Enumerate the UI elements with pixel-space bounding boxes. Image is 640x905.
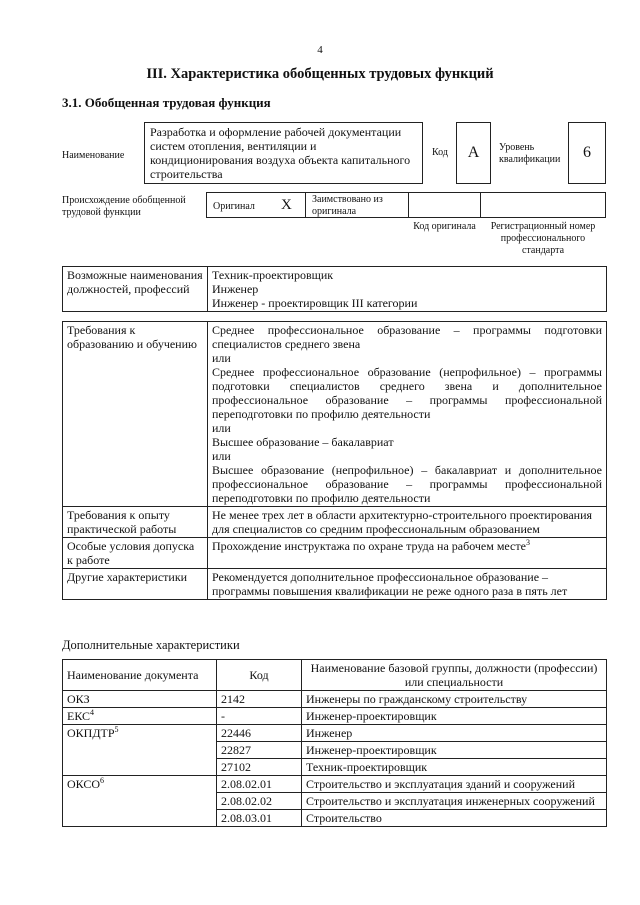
code-value: A (467, 144, 480, 161)
positions-values (208, 267, 607, 312)
code-cell: 22446 (217, 725, 302, 742)
group-name-cell: Инженер (302, 725, 607, 742)
original-label: Оригинал (213, 201, 255, 212)
education-line: Среднее профессиональное образование (непрофильное) – программы подготовки специалистов среднего звена и дополнительное профессиональное образование – программы профессиональной переподготовки по профилю деятельности (212, 365, 602, 421)
admission-value: Прохождение инструктажа по охране труда на рабочем месте (212, 539, 526, 553)
borrowed-box (305, 192, 409, 218)
table-row (63, 776, 607, 793)
group-name-cell: Строительство и эксплуатация зданий и сооружений (302, 776, 607, 793)
code-original-box (408, 192, 481, 218)
code-original-caption: Код оригинала (413, 221, 476, 232)
borrowed-label: Заимствовано из оригинала (312, 194, 383, 217)
education-line: Высшее образование – бакалавриат (212, 435, 394, 449)
origin-label: Происхождение обобщенной трудовой функции (62, 195, 186, 218)
admission-cell (208, 538, 607, 569)
section-title: III. Характеристика обобщенных трудовых функций (146, 66, 494, 82)
doc-cell: ЕКС$^4$ (63, 708, 217, 725)
experience-label: Требования к опыту практической работы (63, 507, 208, 538)
admission-footnote: 3 (525, 538, 530, 547)
page-number: 4 (317, 44, 323, 56)
education-line: или (212, 449, 231, 463)
group-name-cell: Строительство (302, 810, 607, 827)
header-code: Код (217, 660, 302, 691)
function-name-box (144, 122, 423, 184)
other-value: Рекомендуется дополнительное профессиональное образование – программы повышения квалификации не реже одного раза в пять лет (208, 569, 607, 600)
header-document: Наименование документа (63, 660, 217, 691)
level-value: 6 (583, 144, 591, 161)
position-item: Инженер (212, 282, 259, 296)
doc-cell: ОКПДТР$^5$ (63, 725, 217, 776)
education-values (208, 322, 607, 507)
level-box (568, 122, 606, 184)
original-mark: X (281, 197, 292, 213)
group-name-cell: Инженер-проектировщик (302, 708, 607, 725)
position-item: Техник-проектировщик (212, 268, 334, 282)
positions-label: Возможные наименования должностей, профессий (63, 267, 208, 312)
code-cell: 2.08.02.01 (217, 776, 302, 793)
other-label: Другие характеристики (63, 569, 208, 600)
code-cell: 2.08.02.02 (217, 793, 302, 810)
code-cell: 2.08.03.01 (217, 810, 302, 827)
position-item: Инженер - проектировщик III категории (212, 296, 418, 310)
education-line: или (212, 351, 231, 365)
table-row (63, 708, 607, 725)
code-box (456, 122, 491, 184)
education-line: Высшее образование (непрофильное) – бакалавриат и дополнительное профессиональное образование – программы профессиональной переподготовки по профилю деятельности (212, 463, 602, 505)
experience-value: Не менее трех лет в области архитектурно-строительного проектирования для специалистов со средним профессиональным образованием (208, 507, 607, 538)
function-name-value: Разработка и оформление рабочей документации систем отопления, вентиляции и кондиционирования воздуха объекта капитального строительства (150, 125, 411, 181)
header-group-name: Наименование базовой группы, должности (профессии) или специальности (302, 660, 607, 691)
education-label: Требования к образованию и обучению (63, 322, 208, 507)
reg-number-caption: Регистрационный номер профессионального стандарта (490, 221, 596, 256)
education-line: Среднее профессиональное образование – программы подготовки специалистов среднего звена (212, 323, 602, 351)
group-name-cell: Строительство и эксплуатация инженерных сооружений (302, 793, 607, 810)
group-name-cell: Инженер-проектировщик (302, 742, 607, 759)
doc-cell: ОКЗ (63, 691, 217, 708)
reg-number-box (480, 192, 606, 218)
original-box (206, 192, 306, 218)
admission-label: Особые условия допуска к работе (63, 538, 208, 569)
doc-cell: ОКСО$^6$ (63, 776, 217, 827)
level-label: Уровень квалификации (499, 142, 561, 165)
code-cell: - (217, 708, 302, 725)
code-cell: 27102 (217, 759, 302, 776)
education-line: или (212, 421, 231, 435)
group-name-cell: Инженеры по гражданскому строительству (302, 691, 607, 708)
group-name-cell: Техник-проектировщик (302, 759, 607, 776)
additional-table (62, 659, 607, 827)
code-cell: 2142 (217, 691, 302, 708)
table-row (63, 691, 607, 708)
positions-table (62, 266, 607, 312)
code-cell: 22827 (217, 742, 302, 759)
subsection-title: 3.1. Обобщенная трудовая функция (62, 95, 271, 110)
requirements-table (62, 321, 607, 600)
name-label: Наименование (62, 150, 125, 161)
additional-title: Дополнительные характеристики (62, 638, 240, 652)
table-row (63, 725, 607, 742)
code-label: Код (432, 147, 448, 158)
